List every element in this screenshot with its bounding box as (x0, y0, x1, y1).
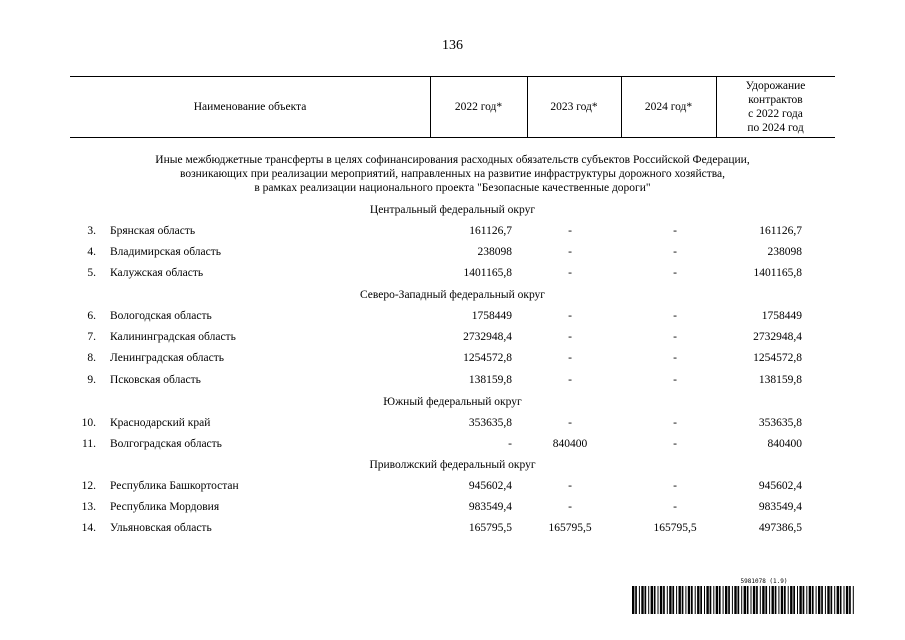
value-2023: - (568, 501, 572, 514)
value-total: 138159,8 (758, 373, 802, 386)
value-total: 1758449 (761, 310, 802, 322)
value-2023: - (568, 246, 572, 259)
value-2022: 165795,5 (468, 522, 512, 535)
value-2024: - (673, 501, 677, 514)
table-row (70, 244, 835, 260)
row-number: 4. (87, 246, 96, 259)
value-2023: - (568, 331, 572, 344)
table-row (70, 329, 835, 345)
value-2024: - (673, 331, 677, 344)
value-2022: 945602,4 (468, 480, 512, 492)
row-number: 9. (87, 373, 96, 386)
row-number: 3. (87, 225, 96, 237)
value-total: 1401165,8 (753, 267, 802, 280)
region-name: Калужская область (110, 267, 204, 280)
table-row (70, 436, 835, 452)
table-row (70, 499, 835, 515)
value-2022: 2732948,4 (463, 331, 512, 344)
barcode-image (632, 586, 856, 614)
value-2024: - (673, 267, 677, 280)
value-total: 1254572,8 (753, 352, 802, 365)
barcode (632, 578, 856, 617)
value-total: 353635,8 (758, 417, 802, 429)
row-number: 10. (81, 417, 96, 429)
district-heading: Южный федеральный округ (383, 396, 522, 408)
value-2022: - (508, 438, 512, 451)
row-number: 8. (87, 352, 96, 365)
value-2023: 165795,5 (548, 522, 592, 535)
region-name: Вологодская область (110, 310, 212, 322)
value-2023: - (568, 480, 572, 492)
table-row (70, 372, 835, 388)
table-row (70, 223, 835, 239)
region-name: Ленинградская область (110, 352, 225, 365)
value-2023: - (568, 352, 572, 365)
table-row (70, 478, 835, 494)
row-number: 12. (81, 480, 96, 492)
value-2023: 840400 (552, 438, 588, 451)
value-2022: 238098 (477, 246, 512, 259)
value-2024: - (673, 246, 677, 259)
row-number: 13. (81, 501, 96, 514)
region-name: Владимирская область (110, 246, 222, 259)
table-row (70, 415, 835, 431)
region-name: Ульяновская область (110, 522, 212, 535)
value-total: 983549,4 (758, 501, 802, 514)
row-number: 5. (87, 267, 96, 280)
header-2024: 2024 год* (644, 100, 693, 113)
header-name: Наименование объекта (193, 100, 307, 113)
value-total: 238098 (767, 246, 802, 259)
row-number: 6. (87, 310, 96, 322)
barcode-text: 5981078 (1.9) (740, 578, 788, 585)
value-2024: - (673, 225, 677, 237)
value-total: 2732948,4 (753, 331, 802, 344)
intro-text: Иные межбюджетные трансферты в целях софинансирования расходных обязательств субъектов Российской Федерации, возникающих при реализации мероприятий, направленных на развитие инфраструктуры дорожного хозяйства, в рамках реализации национального проекта "Безопасные качественные дороги" (155, 154, 750, 194)
value-2023: - (568, 225, 572, 237)
region-name: Брянская область (110, 225, 196, 237)
value-2022: 161126,7 (469, 225, 512, 237)
value-2022: 138159,8 (468, 373, 512, 386)
row-number: 11. (82, 438, 96, 451)
value-total: 161126,7 (759, 225, 802, 237)
table-header-bottom-border (70, 137, 835, 138)
value-2022: 1758449 (471, 310, 512, 322)
header-2022: 2022 год* (454, 100, 503, 113)
district-heading: Северо-Западный федеральный округ (359, 289, 546, 301)
table-row (70, 350, 835, 366)
value-2022: 1254572,8 (463, 352, 512, 365)
value-2022: 1401165,8 (463, 267, 512, 280)
page-number: 136 (442, 38, 463, 53)
row-number: 14. (81, 522, 96, 535)
value-2024: - (673, 480, 677, 492)
region-name: Псковская область (110, 373, 201, 386)
district-heading: Центральный федеральный округ (369, 204, 536, 216)
value-2023: - (568, 267, 572, 280)
region-name: Калининградская область (110, 331, 236, 344)
value-2023: - (568, 373, 572, 386)
value-total: 497386,5 (758, 522, 802, 535)
value-total: 840400 (767, 438, 802, 451)
value-total: 945602,4 (758, 480, 802, 492)
value-2024: 165795,5 (653, 522, 697, 535)
region-name: Краснодарский край (110, 417, 211, 429)
table-row (70, 265, 835, 281)
region-name: Республика Мордовия (110, 501, 220, 514)
row-number: 7. (87, 331, 96, 344)
value-2024: - (673, 373, 677, 386)
value-2022: 353635,8 (468, 417, 512, 429)
value-2023: - (568, 417, 572, 429)
table-row (70, 308, 835, 324)
value-2024: - (673, 417, 677, 429)
region-name: Республика Башкортостан (110, 480, 239, 492)
value-2022: 983549,4 (468, 501, 512, 514)
header-2023: 2023 год* (550, 100, 598, 113)
header-increase: Удорожание контрактов с 2022 года по 2024 год (745, 79, 806, 134)
value-2024: - (673, 310, 677, 322)
value-2024: - (673, 438, 677, 451)
value-2023: - (568, 310, 572, 322)
region-name: Волгоградская область (110, 438, 222, 451)
table-row (70, 520, 835, 536)
value-2024: - (673, 352, 677, 365)
district-heading: Приволжский федеральный округ (369, 459, 536, 471)
